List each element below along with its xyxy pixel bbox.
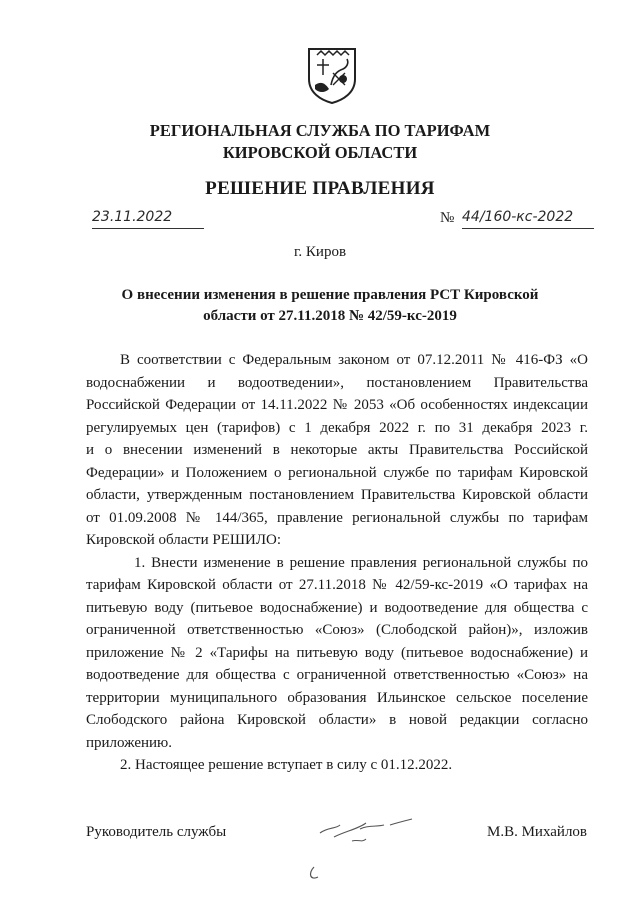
subject-line: области от 27.11.2018 № 42/59-кс-2019 [203,308,457,324]
body-line: области, утвержденным постановлением Правительства Кировской области [86,487,588,503]
document-subject [100,285,560,327]
body-line: водоснабжении и водоотведении», постановлением Правительства [86,374,588,391]
body-line: тарифам Кировской области от 27.11.2018 № 42/59-кс-2019 «О тарифах на [86,577,588,593]
document-number: 44/160-кс-2022 [462,209,574,225]
body-line: ограниченной ответственностью «Союз» (Слободской район)», изложив [86,622,588,638]
body-line: территории муниципального образования Ильинское сельское поселение [86,689,588,706]
body-line: водоотведение для общества с ограниченной ответственностью «Союз» на [86,667,588,683]
body-line: приложение № 2 «Тарифы на питьевую воду (питьевое водоснабжение) и [86,644,588,661]
coat-of-arms-icon [303,45,361,105]
body-line: Слободского района Кировской области» в новой редакции согласно [86,712,588,728]
number-sign: № [440,210,455,226]
signature-icon [300,815,430,885]
body-line: и о внесении изменений в некоторые акты Правительства Российской [86,442,588,458]
body-line: приложению. [86,734,173,751]
body-line: питьевую воду (питьевое водоснабжение) и водоотведение для общества с [86,599,588,616]
subject-line: О внесении изменения в решение правления РСТ Кировской [121,287,539,303]
body-line: 2. Настоящее решение вступает в силу с 01.12.2022. [120,757,453,773]
body-line: 1. Внести изменение в решение правления региональной службы по [134,554,588,571]
body-line: Федерации» и Положением о региональной службе по тарифам Кировской [86,464,588,481]
body-line: В соответствии с Федеральным законом от 07.12.2011 № 416-ФЗ «О [120,352,588,368]
org-name-line2: КИРОВСКОЙ ОБЛАСТИ [222,143,418,162]
document-type: РЕШЕНИЕ ПРАВЛЕНИЯ [205,178,435,199]
org-name-line1: РЕГИОНАЛЬНАЯ СЛУЖБА ПО ТАРИФАМ [149,121,491,140]
body-line: от 01.09.2008 № 144/365, правление региональной службы по тарифам [86,509,588,526]
signatory-title: Руководитель службы [86,824,227,840]
city: г. Киров [293,244,347,260]
date-underline [92,228,204,229]
document-date: 23.11.2022 [92,209,173,225]
body-line: Российской Федерации от 14.11.2022 № 2053 «Об особенностях индексации [86,397,588,413]
body-line: Кировской области РЕШИЛО: [86,532,282,548]
number-underline [462,228,594,229]
signatory-name: М.В. Михайлов [487,824,588,840]
body-line: регулируемых цен (тарифов) с 1 декабря 2022 г. по 31 декабря 2023 г. [86,419,588,436]
